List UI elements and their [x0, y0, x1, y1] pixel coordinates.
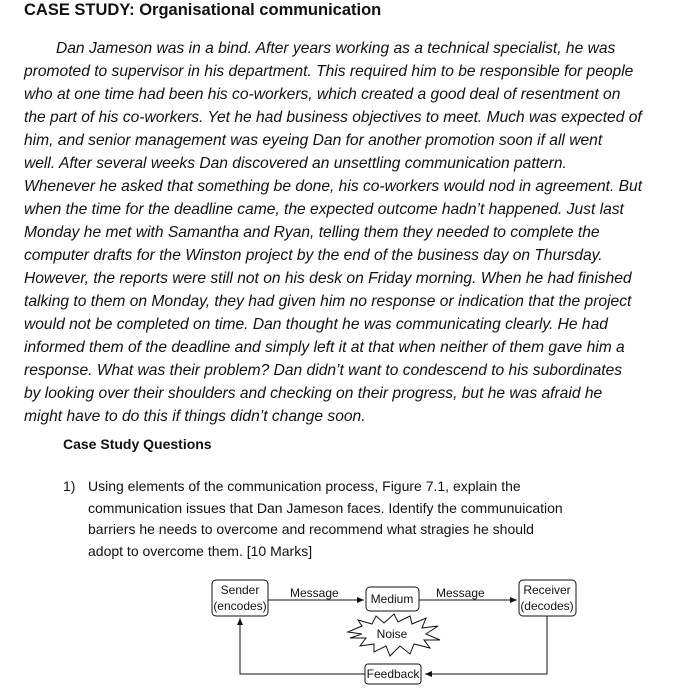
- question-line: communication issues that Dan Jameson faces. Identify the communuication: [88, 499, 563, 516]
- question-line: barriers he needs to overcome and recommend what stragies he should: [88, 521, 534, 537]
- questions-heading: Case Study Questions: [63, 436, 212, 452]
- receiver-sublabel: (decodes): [520, 599, 574, 613]
- noise-label: Noise: [376, 627, 408, 641]
- sender-label: Sender: [220, 583, 260, 597]
- question-line: Using elements of the communication process, Figure 7.1, explain the: [88, 478, 521, 494]
- story-line: well. After several weeks Dan discovered an unsettling communication pattern.: [24, 155, 567, 172]
- story-line: response. What was their problem? Dan didn’t want to condescend to his subordinates: [24, 362, 623, 379]
- feedback-label: Feedback: [366, 667, 420, 681]
- story-line: would not be completed on time. Dan thought he was communicating clearly. He had: [24, 316, 608, 333]
- sender-sublabel: (encodes): [213, 599, 267, 613]
- case-study-story: [24, 37, 700, 428]
- communication-process-diagram: [200, 574, 590, 692]
- story-line: might have to do this if things didn’t change soon.: [24, 408, 366, 425]
- story-line: Monday he met with Samantha and Ryan, telling them they needed to complete the: [24, 224, 600, 241]
- message-left-label: Message: [290, 586, 339, 600]
- question-line: adopt to overcome them. [10 Marks]: [88, 542, 313, 559]
- feedback-loop-line: [425, 616, 547, 674]
- story-line: promoted to supervisor in his department. This required him to be responsible for people: [24, 63, 634, 80]
- story-line: the part of his co-workers. Yet he had business objectives to meet. Much was expected of: [24, 109, 642, 126]
- story-line: by looking over their shoulders and checking on their progress, but he was afraid he: [24, 385, 603, 402]
- case-study-title: CASE STUDY: Organisational communication: [24, 1, 382, 19]
- story-line: Whenever he asked that something be done, his co-workers would nod in agreement. But: [24, 178, 643, 195]
- story-line: Dan Jameson was in a bind. After years working as a technical specialist, he was: [56, 40, 616, 57]
- medium-label: Medium: [370, 592, 414, 606]
- story-line: However, the reports were still not on his desk on Friday morning. When he had finished: [24, 270, 632, 287]
- receiver-label: Receiver: [523, 583, 571, 597]
- story-line: who at one time had been his co-workers, which created a good deal of resentment on: [24, 86, 621, 103]
- story-line: talking to them on Monday, they had given him no response or indication that the project: [24, 293, 632, 310]
- feedback-to-sender-arrow: [240, 618, 365, 674]
- story-line: informed them of the deadline and simply left it at that when neither of them gave him a: [24, 339, 625, 356]
- story-line: him, and senior management was eyeing Dan for another promotion soon if all went: [24, 132, 603, 149]
- question-item: [63, 476, 563, 562]
- message-right-label: Message: [436, 586, 485, 600]
- diagram-svg: [200, 574, 590, 692]
- story-line: computer drafts for the Winston project by the end of the business day on Thursday.: [24, 247, 603, 264]
- story-line: when the time for the deadline came, the expected outcome hadn’t happened. Just last: [24, 201, 624, 218]
- question-number: 1): [63, 478, 76, 494]
